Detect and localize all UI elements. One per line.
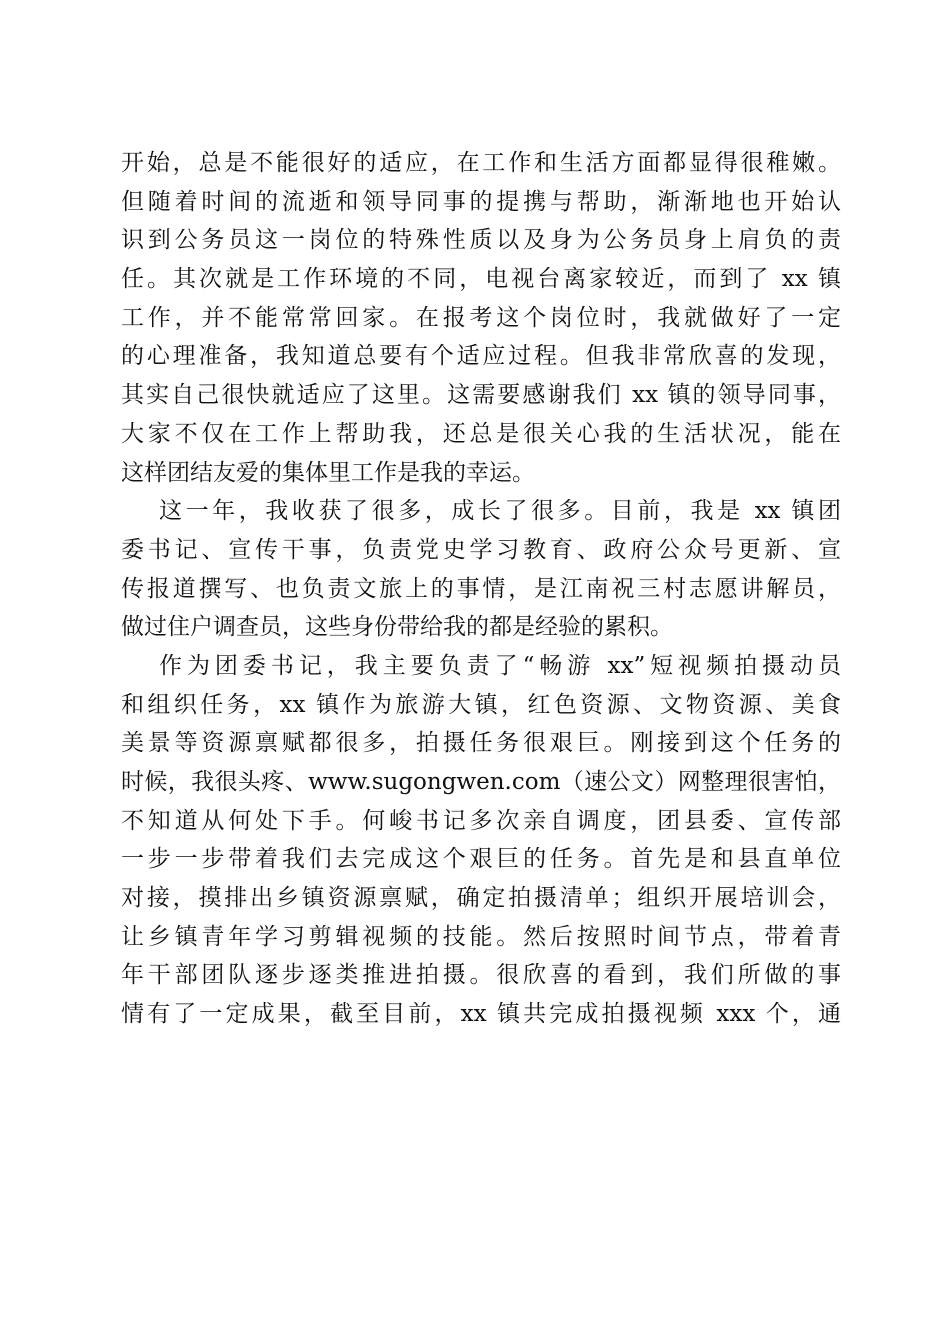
- paragraph-3-line-8: 让乡镇青年学习剪辑视频的技能。然后按照时间节点，带着青: [121, 923, 841, 950]
- paragraph-3-line-3: 美景等资源禀赋都很多，拍摄任务很艰巨。刚接到这个任务的: [121, 730, 841, 757]
- body-text: [121, 144, 841, 1034]
- paragraph-1-line-6: 的心理准备，我知道总要有个适应过程。但我非常欣喜的发现，: [121, 343, 841, 370]
- paragraph-3-line-5: 不知道从何处下手。何峻书记多次亲自调度，团县委、宣传部: [121, 807, 841, 834]
- paragraph-3-line-1: 作为团委书记，我主要负责了“畅游 xx”短视频拍摄动员: [159, 652, 841, 679]
- paragraph-1-line-3: 识到公务员这一岗位的特殊性质以及身为公务员身上肩负的责: [121, 227, 841, 254]
- paragraph-3-line-4: 时候，我很头疼、www.sugongwen.com（速公文）网整理很害怕，: [121, 769, 841, 795]
- paragraph-1-line-2: 但随着时间的流逝和领导同事的提携与帮助，渐渐地也开始认: [121, 188, 841, 215]
- paragraph-2-line-2: 委书记、宣传干事，负责党史学习教育、政府公众号更新、宣: [121, 536, 841, 563]
- paragraph-1-line-5: 工作，并不能常常回家。在报考这个岗位时，我就做好了一定: [121, 304, 841, 331]
- paragraph-2-line-4: 做过住户调查员，这些身份带给我的都是经验的累积。: [121, 614, 673, 641]
- paragraph-3-line-9: 年干部团队逐步逐类推进拍摄。很欣喜的看到，我们所做的事: [121, 962, 841, 989]
- paragraph-2-line-3: 传报道撰写、也负责文旅上的事情，是江南祝三村志愿讲解员，: [121, 575, 841, 602]
- paragraph-3-line-2: 和组织任务，xx 镇作为旅游大镇，红色资源、文物资源、美食: [121, 691, 841, 718]
- paragraph-1-line-1: 开始，总是不能很好的适应，在工作和生活方面都显得很稚嫩。: [121, 150, 841, 176]
- paragraph-2-line-1: 这一年，我收获了很多，成长了很多。目前，我是 xx 镇团: [159, 498, 841, 525]
- paragraph-1-line-4: 任。其次就是工作环境的不同，电视台离家较近，而到了 xx 镇: [121, 266, 841, 293]
- paragraph-1-line-9: 这样团结友爱的集体里工作是我的幸运。: [121, 459, 535, 486]
- paragraph-3-line-6: 一步一步带着我们去完成这个艰巨的任务。首先是和县直单位: [121, 846, 841, 873]
- paragraph-1-line-8: 大家不仅在工作上帮助我，还总是很关心我的生活状况，能在: [121, 420, 841, 447]
- paragraph-3-line-10: 情有了一定成果，截至目前，xx 镇共完成拍摄视频 xxx 个，通: [121, 1001, 841, 1028]
- paragraph-1-line-7: 其实自己很快就适应了这里。这需要感谢我们 xx 镇的领导同事，: [121, 382, 841, 409]
- paragraph-3-line-7: 对接，摸排出乡镇资源禀赋，确定拍摄清单；组织开展培训会，: [121, 885, 841, 912]
